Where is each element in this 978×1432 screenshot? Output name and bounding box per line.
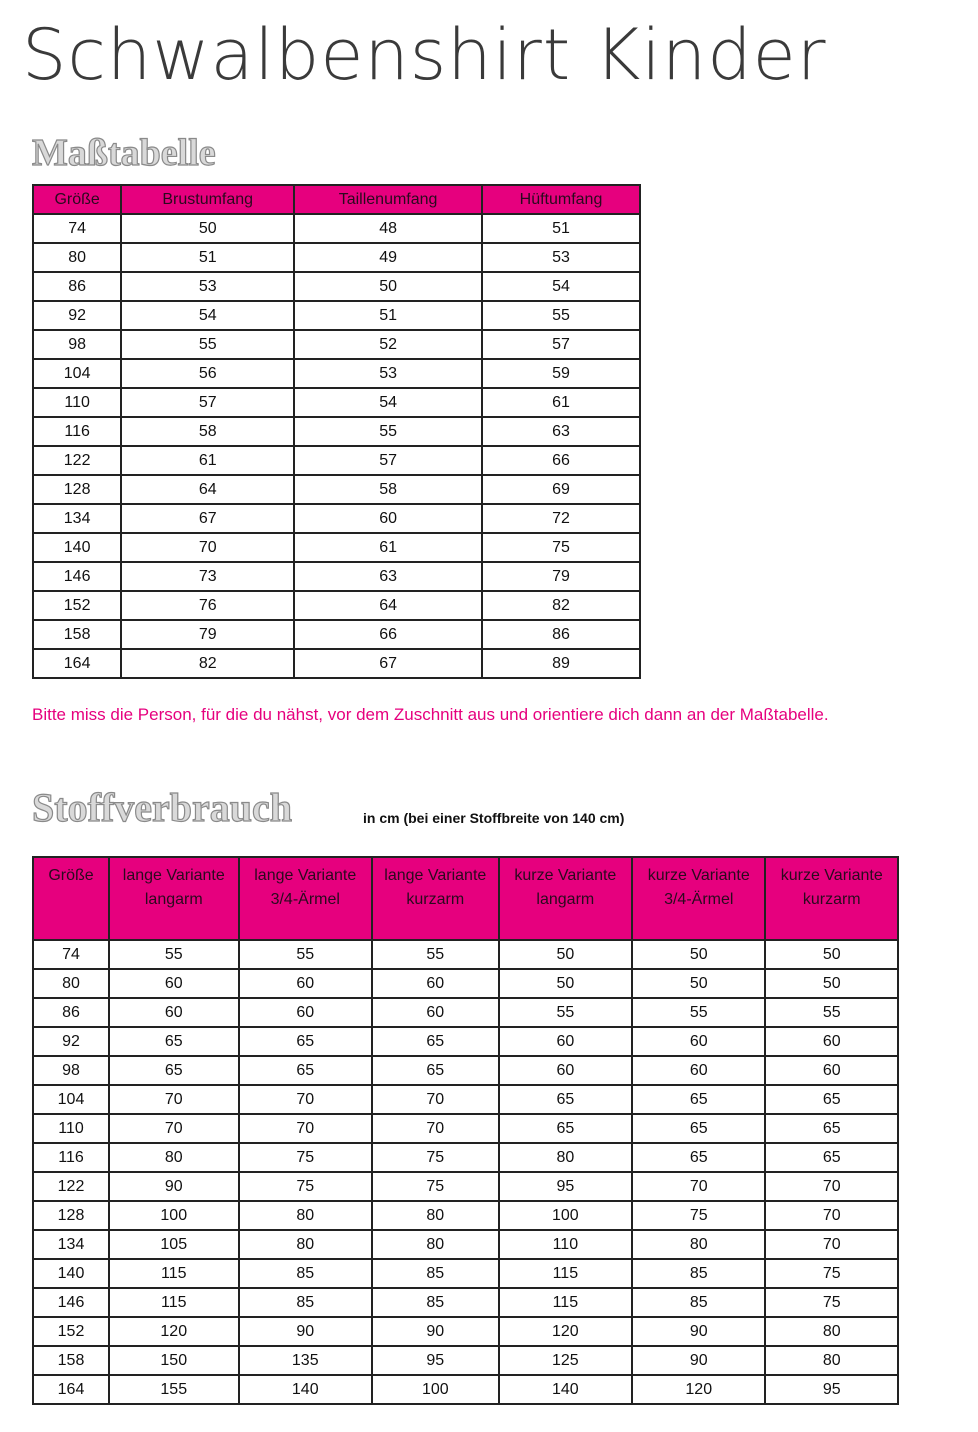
table-cell: 75: [765, 1288, 898, 1317]
table-cell: 90: [372, 1317, 499, 1346]
table-cell: 128: [33, 1201, 109, 1230]
table-cell: 80: [765, 1317, 898, 1346]
table-cell: 74: [33, 214, 121, 243]
table-cell: 60: [632, 1027, 765, 1056]
column-header: Taillenumfang: [294, 185, 482, 214]
table-cell: 70: [121, 533, 294, 562]
table-cell: 115: [109, 1288, 239, 1317]
table-row: [33, 504, 640, 533]
table-cell: 128: [33, 475, 121, 504]
table-row: [33, 272, 640, 301]
table-row: [33, 301, 640, 330]
table-cell: 50: [632, 940, 765, 969]
table-cell: 72: [482, 504, 640, 533]
table-cell: 51: [121, 243, 294, 272]
column-header-line: kurze Variante: [647, 867, 750, 884]
table-cell: 50: [632, 969, 765, 998]
table-cell: 54: [294, 388, 482, 417]
table-cell: 85: [372, 1288, 499, 1317]
table-cell: 53: [294, 359, 482, 388]
table-header-row: [33, 857, 898, 940]
table-row: [33, 1230, 898, 1259]
table-cell: 49: [294, 243, 482, 272]
table-row: [33, 330, 640, 359]
table-row: [33, 1056, 898, 1085]
table-cell: 57: [482, 330, 640, 359]
table-row: [33, 562, 640, 591]
table-cell: 60: [372, 998, 499, 1027]
column-header-line: 3/4-Ärmel: [664, 891, 734, 908]
column-header-line: kurzarm: [802, 891, 861, 908]
table-row: [33, 475, 640, 504]
table-cell: 70: [765, 1172, 898, 1201]
table-cell: 63: [482, 417, 640, 446]
table-cell: 80: [109, 1143, 239, 1172]
table-cell: 58: [294, 475, 482, 504]
table-cell: 85: [632, 1288, 765, 1317]
table-cell: 110: [33, 1114, 109, 1143]
table-cell: 65: [239, 1056, 372, 1085]
table-cell: 65: [372, 1056, 499, 1085]
table-cell: 51: [482, 214, 640, 243]
table-cell: 70: [372, 1114, 499, 1143]
table-cell: 140: [33, 1259, 109, 1288]
table-cell: 90: [632, 1317, 765, 1346]
table-cell: 60: [109, 969, 239, 998]
table-row: [33, 1346, 898, 1375]
column-header-line: kurzarm: [406, 891, 465, 908]
table-cell: 146: [33, 562, 121, 591]
table-row: [33, 649, 640, 678]
table-row: [33, 388, 640, 417]
table-row: [33, 1143, 898, 1172]
table-cell: 100: [372, 1375, 499, 1404]
table-cell: 98: [33, 1056, 109, 1085]
column-header-line: kurze Variante: [780, 867, 883, 884]
table-cell: 69: [482, 475, 640, 504]
table-cell: 75: [239, 1172, 372, 1201]
column-header-line: langarm: [536, 891, 595, 908]
fabric-usage-table: [32, 856, 899, 1405]
table-row: [33, 1172, 898, 1201]
table-cell: 125: [499, 1346, 632, 1375]
table-cell: 55: [499, 998, 632, 1027]
table-cell: 65: [765, 1114, 898, 1143]
table-cell: 70: [765, 1230, 898, 1259]
table-cell: 57: [121, 388, 294, 417]
column-header: [239, 857, 372, 940]
table-cell: 66: [294, 620, 482, 649]
table-cell: 75: [239, 1143, 372, 1172]
table-cell: 75: [632, 1201, 765, 1230]
table-cell: 50: [121, 214, 294, 243]
column-header-line: kurze Variante: [514, 867, 617, 884]
table-cell: 86: [33, 998, 109, 1027]
table-cell: 80: [765, 1346, 898, 1375]
table-cell: 90: [632, 1346, 765, 1375]
table-cell: 57: [294, 446, 482, 475]
table-row: [33, 214, 640, 243]
table-cell: 105: [109, 1230, 239, 1259]
table-cell: 75: [372, 1143, 499, 1172]
table-cell: 63: [294, 562, 482, 591]
table-cell: 164: [33, 1375, 109, 1404]
table-cell: 56: [121, 359, 294, 388]
table-cell: 80: [372, 1230, 499, 1259]
column-header: Brustumfang: [121, 185, 294, 214]
table-cell: 80: [239, 1230, 372, 1259]
column-header: [632, 857, 765, 940]
table-cell: 48: [294, 214, 482, 243]
table-cell: 82: [121, 649, 294, 678]
table-cell: 80: [499, 1143, 632, 1172]
table-cell: 104: [33, 359, 121, 388]
table-cell: 150: [109, 1346, 239, 1375]
table-cell: 58: [121, 417, 294, 446]
table-row: [33, 591, 640, 620]
table-cell: 64: [121, 475, 294, 504]
table-cell: 53: [482, 243, 640, 272]
table-cell: 51: [294, 301, 482, 330]
table-cell: 64: [294, 591, 482, 620]
table-cell: 155: [109, 1375, 239, 1404]
table-cell: 66: [482, 446, 640, 475]
table-cell: 90: [239, 1317, 372, 1346]
table-row: [33, 940, 898, 969]
table-cell: 73: [121, 562, 294, 591]
table-cell: 80: [33, 969, 109, 998]
table-row: [33, 417, 640, 446]
column-header-line: lange Variante: [254, 867, 357, 884]
table-cell: 65: [632, 1143, 765, 1172]
table-cell: 65: [499, 1114, 632, 1143]
table-cell: 55: [121, 330, 294, 359]
table-cell: 70: [765, 1201, 898, 1230]
column-header-line: Größe: [48, 867, 94, 884]
table-cell: 60: [239, 969, 372, 998]
measurement-note: Bitte miss die Person, für die du nähst, vor dem Zuschnitt aus und orientiere dich dann an der Maßtabelle.: [32, 705, 829, 724]
table-cell: 116: [33, 1143, 109, 1172]
table-cell: 115: [499, 1259, 632, 1288]
table-cell: 79: [482, 562, 640, 591]
table-cell: 120: [499, 1317, 632, 1346]
table-cell: 60: [632, 1056, 765, 1085]
table-cell: 86: [33, 272, 121, 301]
table-cell: 135: [239, 1346, 372, 1375]
table-cell: 50: [499, 969, 632, 998]
table-cell: 85: [632, 1259, 765, 1288]
table-cell: 52: [294, 330, 482, 359]
table-cell: 120: [109, 1317, 239, 1346]
table-cell: 134: [33, 504, 121, 533]
table-cell: 74: [33, 940, 109, 969]
table-cell: 55: [294, 417, 482, 446]
table-cell: 61: [121, 446, 294, 475]
table-cell: 61: [294, 533, 482, 562]
table-cell: 65: [372, 1027, 499, 1056]
table-cell: 55: [239, 940, 372, 969]
table-cell: 65: [239, 1027, 372, 1056]
table-row: [33, 998, 898, 1027]
table-row: [33, 1201, 898, 1230]
table-cell: 70: [109, 1114, 239, 1143]
table-cell: 65: [109, 1056, 239, 1085]
column-header: Größe: [33, 185, 121, 214]
table-cell: 70: [109, 1085, 239, 1114]
column-header-line: lange Variante: [122, 867, 225, 884]
table-cell: 85: [239, 1259, 372, 1288]
table-cell: 70: [372, 1085, 499, 1114]
table-cell: 140: [33, 533, 121, 562]
column-header-line: lange Variante: [384, 867, 487, 884]
table-cell: 80: [239, 1201, 372, 1230]
table-cell: 140: [499, 1375, 632, 1404]
table-cell: 55: [109, 940, 239, 969]
table-cell: 152: [33, 591, 121, 620]
table-cell: 76: [121, 591, 294, 620]
table-cell: 100: [109, 1201, 239, 1230]
fabric-usage-subheading: in cm (bei einer Stoffbreite von 140 cm): [363, 810, 625, 826]
table-cell: 75: [765, 1259, 898, 1288]
column-header: [109, 857, 239, 940]
table-cell: 60: [765, 1027, 898, 1056]
table-cell: 59: [482, 359, 640, 388]
column-header-line: langarm: [144, 891, 203, 908]
page-title: Schwalbenshirt Kinder: [22, 14, 827, 96]
table-cell: 134: [33, 1230, 109, 1259]
table-cell: 95: [765, 1375, 898, 1404]
table-cell: 80: [372, 1201, 499, 1230]
table-row: [33, 243, 640, 272]
table-header-row: [33, 185, 640, 214]
table-cell: 70: [239, 1085, 372, 1114]
table-cell: 152: [33, 1317, 109, 1346]
table-cell: 70: [632, 1172, 765, 1201]
table-cell: 65: [765, 1085, 898, 1114]
table-cell: 110: [33, 388, 121, 417]
table-cell: 54: [482, 272, 640, 301]
table-cell: 60: [372, 969, 499, 998]
table-cell: 90: [109, 1172, 239, 1201]
table-cell: 53: [121, 272, 294, 301]
fabric-usage-heading: Stoffverbrauch: [32, 785, 292, 830]
table-cell: 115: [109, 1259, 239, 1288]
table-cell: 85: [239, 1288, 372, 1317]
column-header: [765, 857, 898, 940]
table-cell: 122: [33, 446, 121, 475]
table-cell: 55: [765, 998, 898, 1027]
table-cell: 65: [499, 1085, 632, 1114]
table-cell: 92: [33, 1027, 109, 1056]
table-cell: 60: [499, 1027, 632, 1056]
table-cell: 104: [33, 1085, 109, 1114]
table-cell: 65: [632, 1114, 765, 1143]
table-row: [33, 1288, 898, 1317]
table-row: [33, 620, 640, 649]
table-cell: 55: [372, 940, 499, 969]
table-row: [33, 533, 640, 562]
table-cell: 50: [765, 969, 898, 998]
table-cell: 146: [33, 1288, 109, 1317]
table-cell: 50: [294, 272, 482, 301]
table-cell: 60: [499, 1056, 632, 1085]
table-cell: 122: [33, 1172, 109, 1201]
table-cell: 85: [372, 1259, 499, 1288]
table-cell: 95: [372, 1346, 499, 1375]
column-header: [33, 857, 109, 940]
table-cell: 140: [239, 1375, 372, 1404]
column-header: [499, 857, 632, 940]
table-cell: 60: [109, 998, 239, 1027]
table-row: [33, 1375, 898, 1404]
table-cell: 61: [482, 388, 640, 417]
table-row: [33, 969, 898, 998]
table-cell: 50: [499, 940, 632, 969]
table-cell: 70: [239, 1114, 372, 1143]
size-chart-heading: Maßtabelle: [32, 132, 216, 174]
table-cell: 79: [121, 620, 294, 649]
table-cell: 55: [632, 998, 765, 1027]
table-cell: 100: [499, 1201, 632, 1230]
table-cell: 67: [294, 649, 482, 678]
table-cell: 50: [765, 940, 898, 969]
table-cell: 158: [33, 1346, 109, 1375]
table-row: [33, 1259, 898, 1288]
table-cell: 55: [482, 301, 640, 330]
table-row: [33, 1317, 898, 1346]
table-cell: 110: [499, 1230, 632, 1259]
column-header-line: 3/4-Ärmel: [270, 891, 340, 908]
table-cell: 158: [33, 620, 121, 649]
table-cell: 95: [499, 1172, 632, 1201]
table-cell: 92: [33, 301, 121, 330]
table-cell: 75: [372, 1172, 499, 1201]
size-chart-table: [32, 184, 641, 679]
table-row: [33, 1027, 898, 1056]
table-cell: 60: [239, 998, 372, 1027]
table-row: [33, 446, 640, 475]
table-cell: 75: [482, 533, 640, 562]
table-cell: 98: [33, 330, 121, 359]
column-header: Hüftumfang: [482, 185, 640, 214]
table-cell: 60: [294, 504, 482, 533]
table-row: [33, 1114, 898, 1143]
table-cell: 54: [121, 301, 294, 330]
table-row: [33, 1085, 898, 1114]
table-cell: 86: [482, 620, 640, 649]
table-cell: 65: [765, 1143, 898, 1172]
table-cell: 80: [632, 1230, 765, 1259]
table-cell: 89: [482, 649, 640, 678]
table-cell: 82: [482, 591, 640, 620]
table-cell: 65: [632, 1085, 765, 1114]
table-cell: 115: [499, 1288, 632, 1317]
table-cell: 67: [121, 504, 294, 533]
table-cell: 65: [109, 1027, 239, 1056]
table-row: [33, 359, 640, 388]
table-cell: 116: [33, 417, 121, 446]
table-cell: 80: [33, 243, 121, 272]
column-header: [372, 857, 499, 940]
table-cell: 60: [765, 1056, 898, 1085]
table-cell: 120: [632, 1375, 765, 1404]
table-cell: 164: [33, 649, 121, 678]
